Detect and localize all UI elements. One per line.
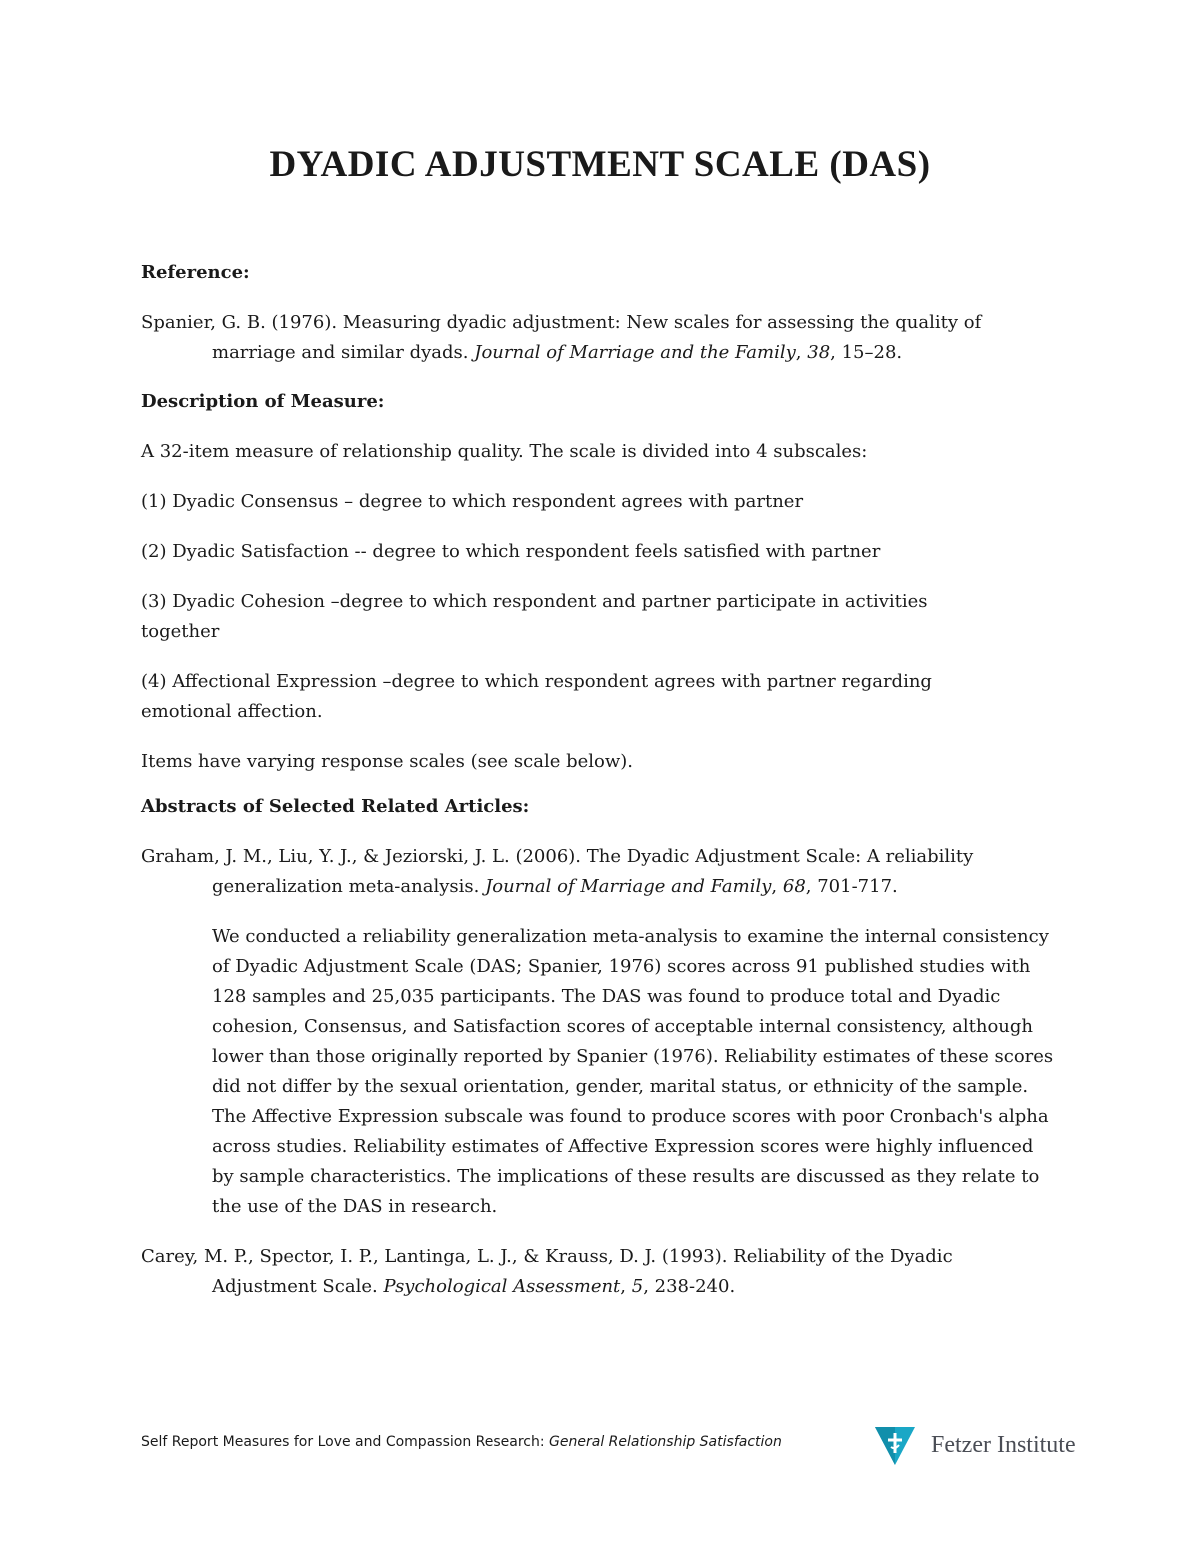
subscale-item: (3) Dyadic Cohesion –degree to which respondent and partner participate in activities together (141, 591, 928, 642)
citation-text: Carey, M. P., Spector, I. P., Lantinga, L. J., & Krauss, D. J. (1993). Reliability of the Dyadic Adjustment Scale. (141, 1246, 953, 1297)
journal-pages: , 701-717. (805, 876, 898, 897)
separator: , (795, 342, 808, 363)
description-section (141, 387, 1061, 777)
separator: , (620, 1276, 632, 1297)
page-footer (141, 1434, 782, 1450)
page-title: DYADIC ADJUSTMENT SCALE (DAS) (269, 144, 931, 185)
subscale-item: (4) Affectional Expression –degree to which respondent agrees with partner regarding emotional affection. (141, 671, 932, 722)
subscale-item: (2) Dyadic Satisfaction -- degree to which respondent feels satisfied with partner (141, 541, 881, 562)
footer-text: Self Report Measures for Love and Compassion Research: (141, 1434, 550, 1450)
reference-heading: Reference: (141, 262, 250, 283)
citation-text: Spanier, G. B. (1976). Measuring dyadic adjustment: New scales for assessing the quality of marriage and similar dyads. (141, 312, 982, 363)
journal-name: Journal of Marriage and the Family (474, 342, 796, 363)
fetzer-logo (873, 1420, 1093, 1470)
journal-name: Psychological Assessment (383, 1276, 621, 1297)
citation-text: Graham, J. M., Liu, Y. J., & Jeziorski, J. L. (2006). The Dyadic Adjustment Scale: A reliability generalization meta-analysis. (141, 846, 974, 897)
description-note: Items have varying response scales (see scale below). (141, 751, 634, 772)
footer-topic: General Relationship Satisfaction (549, 1434, 782, 1450)
logo-text: Fetzer Institute (931, 1431, 1076, 1458)
journal-volume: 5 (631, 1276, 644, 1297)
reference-section (141, 258, 1061, 368)
description-heading: Description of Measure: (141, 391, 385, 412)
journal-volume: 38 (807, 342, 831, 363)
abstracts-heading: Abstracts of Selected Related Articles: (141, 796, 530, 817)
article-citation (141, 1242, 1061, 1302)
article-citation (141, 842, 1042, 902)
journal-volume: 68 (782, 876, 806, 897)
journal-name: Journal of Marriage and Family (485, 876, 772, 897)
journal-pages: , 238-240. (643, 1276, 736, 1297)
article-abstract: We conducted a reliability generalization meta-analysis to examine the internal consistency of Dyadic Adjustment Scale (DAS; Spanier, 1976) scores across 91 published studies with 128 samples and 25,035 participants. The DAS was found to produce total and Dyadic cohesion, Consensus, and Satisfaction scores of acceptable internal consistency, although lower than those originally reported by Spanier (1976). Reliability estimates of these scores did not differ by the sexual orientation, gender, marital status, or ethnicity of the sample. The Affective Expression subscale was found to produce scores with poor Cronbach's alpha across studies. Reliability estimates of Affective Expression scores were highly influenced by sample characteristics. The implications of these results are discussed as they relate to the use of the DAS in research. (212, 926, 1054, 1217)
abstracts-section (141, 792, 1061, 1302)
journal-pages: , 15–28. (830, 342, 903, 363)
subscale-item: (1) Dyadic Consensus – degree to which respondent agrees with partner (141, 491, 804, 512)
separator: , (771, 876, 783, 897)
description-intro: A 32-item measure of relationship quality. The scale is divided into 4 subscales: (141, 441, 868, 462)
reference-citation (141, 308, 1061, 368)
fetzer-logo-icon (873, 1423, 917, 1467)
